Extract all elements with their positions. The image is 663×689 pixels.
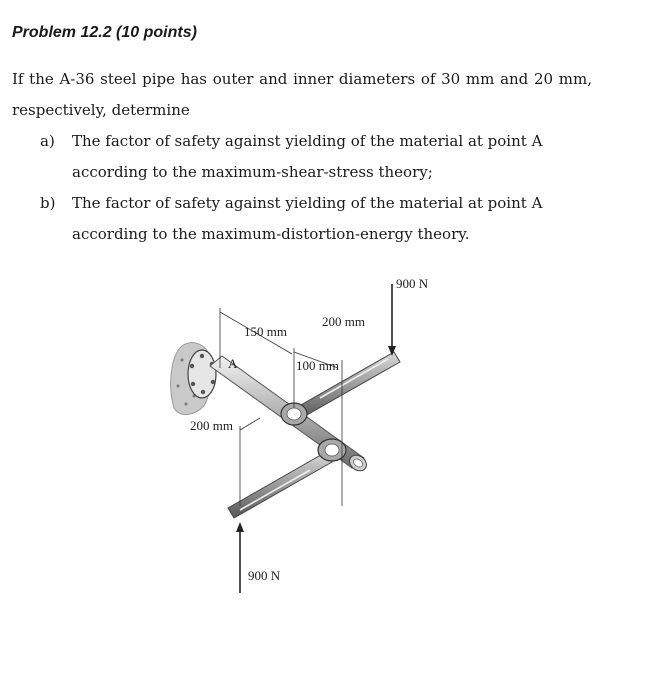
force-arrow-top xyxy=(388,284,396,356)
question-a-marker: a) xyxy=(40,132,55,150)
question-b-marker: b) xyxy=(40,194,56,212)
dim-label-100: 100 mm xyxy=(296,358,339,373)
dim-label-200-left: 200 mm xyxy=(190,418,233,433)
problem-title: Problem 12.2 (10 points) xyxy=(12,24,197,41)
wrench-lower xyxy=(228,439,346,518)
force-label-top: 900 N xyxy=(396,276,429,291)
question-a-text: The factor of safety against yielding of the material at point A according to the maximum-shear-stress theory; xyxy=(72,132,543,181)
question-b-text: The factor of safety against yielding of the material at point A according to the maximum-distortion-energy theory. xyxy=(72,194,543,243)
pipe-wrench-diagram xyxy=(160,268,460,598)
question-a xyxy=(40,126,592,188)
force-arrow-bottom xyxy=(236,522,244,593)
problem-statement: If the A-36 steel pipe has outer and inner diameters of 30 mm and 20 mm, respectively, determine xyxy=(12,70,592,119)
force-label-bottom: 900 N xyxy=(248,568,281,583)
question-b xyxy=(40,188,592,250)
dim-label-150: 150 mm xyxy=(244,324,287,339)
point-a-label: A xyxy=(228,356,238,371)
mounting-flange xyxy=(188,350,216,398)
dim-label-200-top: 200 mm xyxy=(322,314,365,329)
